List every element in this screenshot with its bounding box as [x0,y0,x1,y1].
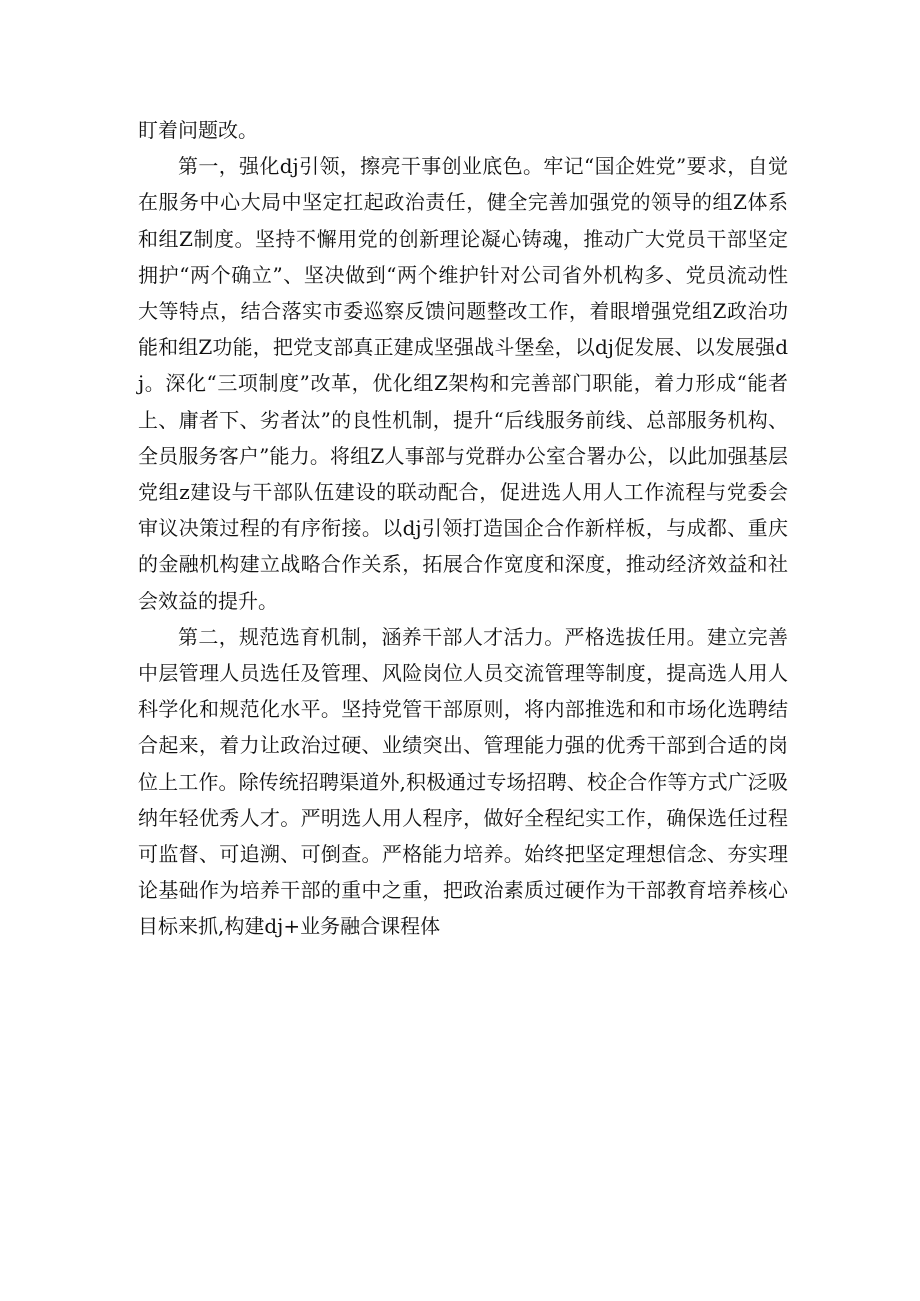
document-body [138,112,788,945]
paragraph-continuation: 盯着问题改。 [138,118,258,142]
paragraph-first-point: 第一，强化dj引领，擦亮干事创业底色。牢记“国企姓党”要求，自觉在服务中心大局中坚定扛起政治责任，健全完善加强党的领导的组Z体系和组Z制度。坚持不懈用党的创新理论凝心铸魂，推动广大党员干部坚定拥护“两个确立”、坚决做到“两个维护针对公司省外机构多、党员流动性大等特点，结合落实市委巡察反馈问题整改工作，着眼增强党组Z政治功能和组Z功能，把党支部真正建成坚强战斗堡垒，以dj促发展、以发展强dj。深化“三项制度”改革，优化组Z架构和完善部门职能，着力形成“能者上、庸者下、劣者汰”的良性机制，提升“后线服务前线、总部服务机构、全员服务客户”能力。将组Z人事部与党群办公室合署办公，以此加强基层党组z建设与干部队伍建设的联动配合，促进选人用人工作流程与党委会审议决策过程的有序衔接。以dj引领打造国企合作新样板，与成都、重庆的金融机构建立战略合作关系，拓展合作宽度和深度，推动经济效益和社会效益的提升。 [138,154,788,613]
paragraph-second-point: 第二，规范选育机制，涵养干部人才活力。严格选拔任用。建立完善中层管理人员选任及管理、风险岗位人员交流管理等制度，提高选人用人科学化和规范化水平。坚持党管干部原则，将内部推选和和市场化选聘结合起来，着力让政治过硬、业绩突出、管理能力强的优秀干部到合适的岗位上工作。除传统招聘渠道外,积极通过专场招聘、校企合作等方式广泛吸纳年轻优秀人才。严明选人用人程序，做好全程纪实工作，确保选任过程可监督、可追溯、可倒查。严格能力培养。始终把坚定理想信念、夯实理论基础作为培养干部的重中之重，把政治素质过硬作为干部教育培养核心目标来抓,构建dj+业务融合课程体 [138,624,788,939]
